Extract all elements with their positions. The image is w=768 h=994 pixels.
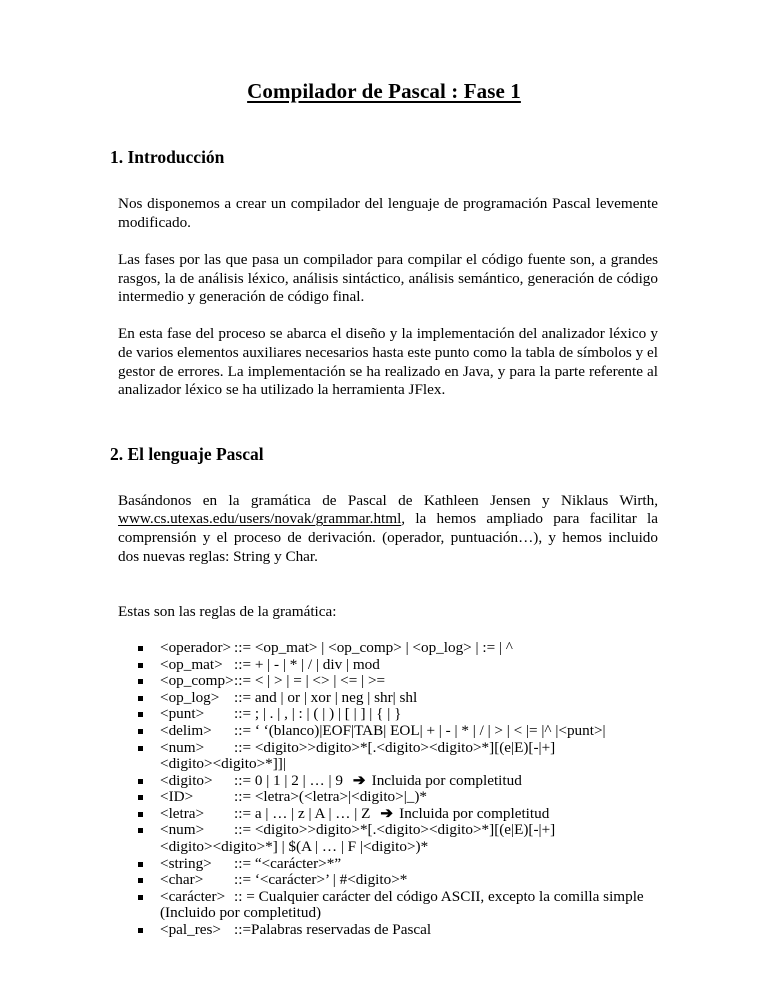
grammar-rule-lhs: <num>: [160, 821, 205, 839]
grammar-rule-lhs: <char>: [160, 871, 204, 889]
square-bullet-icon: [138, 746, 143, 751]
square-bullet-icon: [138, 696, 143, 701]
square-bullet-icon: [138, 795, 143, 800]
grammar-rule-row: [160, 889, 658, 906]
grammar-rule-operator: ::=: [234, 705, 252, 723]
paragraph-intro-1: Nos disponemos a crear un compilador del lenguaje de programación Pascal levemente modificado.: [118, 195, 658, 231]
grammar-rule-item: [138, 740, 658, 773]
grammar-rule-row: [160, 740, 658, 757]
square-bullet-icon: [138, 812, 143, 817]
grammar-rule-item: [138, 690, 658, 707]
grammar-rule-row: [160, 806, 658, 823]
section-heading-lenguaje-pascal: 2. El lenguaje Pascal: [110, 443, 264, 464]
grammar-rule-operator: :: =: [234, 887, 255, 905]
grammar-rule-operator: ::=: [234, 771, 252, 789]
grammar-rule-lhs: <num>: [160, 738, 205, 756]
grammar-rule-lhs: <delim>: [160, 721, 212, 739]
grammar-rule-row: [160, 789, 658, 806]
paragraph-intro-3: En esta fase del proceso se abarca el diseño y la implementación del analizador léxico y de varios elementos auxiliares necesarios hasta este punto como la tabla de símbolos y el gestor de errores. La implementación se ha realizado en Java, y para la parte referente al analizador léxico se ha utilizado la herramienta JFlex.: [118, 325, 658, 399]
grammar-rule-rhs: ; | . | , | : | ( | ) | [ | ] | { | }: [251, 705, 402, 723]
paragraph-intro-2: Las fases por las que pasa un compilador para compilar el código fuente son, a grandes rasgos, la de análisis léxico, análisis sintáctico, análisis semántico, generación de código intermedio y generación de código final.: [118, 251, 658, 306]
grammar-rule-item: [138, 872, 658, 889]
grammar-rule-lhs: <operador>: [160, 638, 232, 656]
square-bullet-icon: [138, 729, 143, 734]
grammar-rule-note: Incluida por completitud: [371, 771, 522, 789]
grammar-rule-operator: ::=: [234, 821, 252, 839]
grammar-rule-item: [138, 856, 658, 873]
grammar-rule-rhs: <digito>>digito>*[.<digito><digito>*][(e|E)[-|+]: [251, 821, 556, 839]
grammar-rule-lhs: <digito>: [160, 771, 213, 789]
grammar-rule-item: [138, 789, 658, 806]
grammar-rule-continuation: (Incluido por completitud): [160, 904, 322, 922]
page-title: [110, 0, 658, 104]
grammar-rule-row: [160, 856, 658, 873]
grammar-rule-operator: ::=: [234, 854, 252, 872]
grammar-rule-operator: ::=: [234, 788, 252, 806]
grammar-rule-item: [138, 889, 658, 922]
grammar-rule-operator: ::=: [234, 738, 252, 756]
grammar-rule-lhs: <ID>: [160, 788, 194, 806]
grammar-rule-item: [138, 657, 658, 674]
grammar-rule-lhs: <string>: [160, 854, 212, 872]
paragraph-lang-1-part1: Basándonos en la gramática de Pascal de Kathleen Jensen y Niklaus Wirth,: [118, 491, 658, 509]
grammar-rule-rhs: Palabras reservadas de Pascal: [251, 921, 432, 939]
grammar-rule-row: [160, 673, 658, 690]
grammar-rule-row: [160, 657, 658, 674]
grammar-rule-lhs: <punt>: [160, 705, 205, 723]
paragraph-lang-1: [118, 465, 658, 566]
grammar-rule-rhs: ‘ ‘(blanco)|EOF|TAB| EOL| + | - | * | / | > | < |= |^ |<punt>|: [251, 721, 606, 739]
grammar-rule-rhs: 0 | 1 | 2 | … | 9: [251, 771, 343, 789]
grammar-rule-row: [160, 640, 658, 657]
grammar-rule-row: [160, 773, 658, 790]
page-title-text: Compilador de Pascal : Fase 1: [247, 79, 521, 103]
square-bullet-icon: [138, 895, 143, 900]
grammar-rule-operator: ::=: [234, 688, 252, 706]
square-bullet-icon: [138, 712, 143, 717]
grammar-rule-item: [138, 640, 658, 657]
grammar-rule-row: [160, 822, 658, 839]
grammar-rule-lhs: <pal_res>: [160, 921, 221, 939]
grammar-rule-rhs: < | > | = | <> | <= | >=: [251, 672, 386, 690]
grammar-rule-lhs: <op_comp>: [160, 672, 234, 690]
grammar-rule-rhs: “<carácter>*”: [251, 854, 342, 872]
grammar-rule-lhs: <op_mat>: [160, 655, 223, 673]
grammar-rule-item: [138, 723, 658, 740]
grammar-rule-operator: ::=: [234, 655, 252, 673]
grammar-rule-continuation: <digito><digito>*] | $(A | … | F |<digito>)*: [160, 838, 429, 856]
grammar-rule-rhs: Cualquier carácter del código ASCII, excepto la comilla simple: [254, 887, 644, 905]
grammar-rule-row: [160, 872, 658, 889]
grammar-rule-rhs: + | - | * | / | div | mod: [251, 655, 380, 673]
grammar-rule-operator: ::=: [234, 721, 252, 739]
grammar-rule-row: [160, 690, 658, 707]
grammar-rule-rhs: ‘<carácter>’ | #<digito>*: [251, 871, 408, 889]
paragraph-rules-intro: Estas son las reglas de la gramática:: [118, 603, 337, 621]
grammar-reference-link[interactable]: www.cs.utexas.edu/users/novak/grammar.html: [118, 510, 402, 528]
square-bullet-icon: [138, 779, 143, 784]
square-bullet-icon: [138, 878, 143, 883]
grammar-rule-item: [138, 673, 658, 690]
grammar-rule-lhs: <op_log>: [160, 688, 220, 706]
paragraph-lang-1-part2: , la hemos ampliado para facilitar la comprensión y el proceso de derivación. (operador, puntuación…), y hemos incluido dos nuevas reglas: String y Char.: [118, 510, 658, 565]
right-arrow-icon: ➔: [380, 804, 394, 822]
grammar-rules-list: [110, 622, 658, 939]
section-introduccion-body: [110, 168, 658, 400]
grammar-rule-continuation: <digito><digito>*]]|: [160, 755, 286, 773]
grammar-rule-rhs: <op_mat> | <op_comp> | <op_log> | := | ^: [251, 638, 513, 656]
page-content: [110, 0, 658, 939]
grammar-rule-operator: ::=: [234, 804, 252, 822]
grammar-rule-lhs: <letra>: [160, 804, 205, 822]
grammar-rule-item: [138, 773, 658, 790]
square-bullet-icon: [138, 646, 143, 651]
grammar-rule-operator: ::=: [234, 672, 252, 690]
grammar-rule-row: [160, 723, 658, 740]
grammar-rule-row: [160, 706, 658, 723]
grammar-rule-item: [138, 922, 658, 939]
square-bullet-icon: [138, 679, 143, 684]
grammar-rule-lhs: <carácter>: [160, 887, 226, 905]
grammar-rule-operator: ::=: [234, 871, 252, 889]
grammar-rule-operator: ::=: [234, 921, 252, 939]
grammar-rule-operator: ::=: [234, 638, 252, 656]
grammar-rule-row: [160, 922, 658, 939]
square-bullet-icon: [138, 928, 143, 933]
square-bullet-icon: [138, 828, 143, 833]
grammar-rule-rhs: and | or | xor | neg | shr| shl: [251, 688, 418, 706]
grammar-rule-item: [138, 806, 658, 823]
grammar-rule-note: Incluida por completitud: [399, 804, 550, 822]
grammar-rule-item: [138, 822, 658, 855]
section-heading-introduccion: 1. Introducción: [110, 147, 225, 168]
right-arrow-icon: ➔: [352, 771, 366, 789]
grammar-rule-rhs: <digito>>digito>*[.<digito><digito>*][(e|E)[-|+]: [251, 738, 556, 756]
grammar-rule-rhs: a | … | z | A | … | Z: [251, 804, 371, 822]
square-bullet-icon: [138, 663, 143, 668]
grammar-rule-item: [138, 706, 658, 723]
grammar-rule-rhs: <letra>(<letra>|<digito>|_)*: [251, 788, 427, 806]
section-lenguaje-body: [110, 465, 658, 622]
square-bullet-icon: [138, 862, 143, 867]
